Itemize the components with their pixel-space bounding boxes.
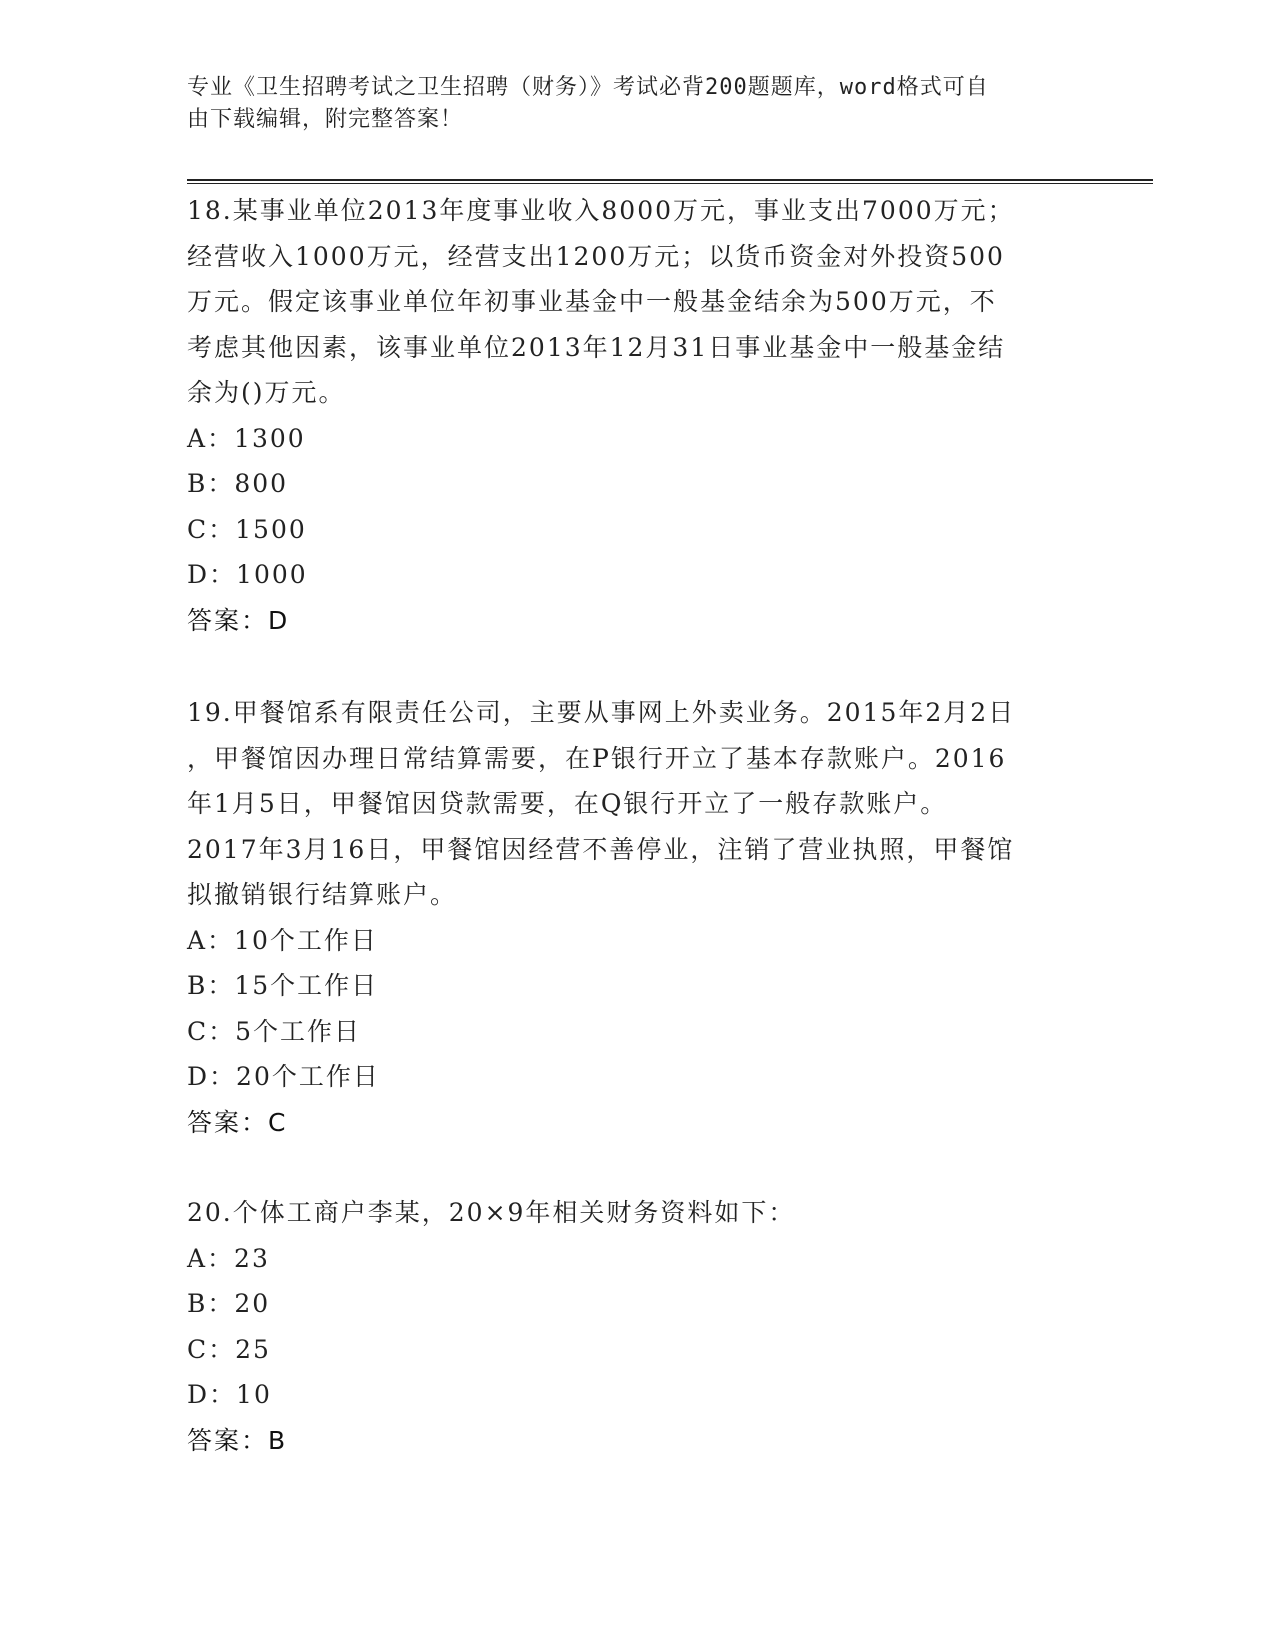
answer-label: 答案：C — [187, 1107, 288, 1137]
question-19 — [187, 690, 1087, 1145]
option-a: A：1300 — [187, 423, 306, 453]
stem-line: ，甲餐馆因办理日常结算需要，在P银行开立了基本存款账户。2016 — [187, 743, 1007, 773]
question-20 — [187, 1190, 1087, 1463]
option-c: C：25 — [187, 1334, 271, 1364]
header-line-2: 由下载编辑，附完整答案！ — [187, 107, 464, 132]
stem-line: 经营收入1000万元，经营支出1200万元；以货币资金对外投资500 — [187, 241, 1005, 271]
document-header — [187, 72, 1067, 136]
header-line-1: 专业《卫生招聘考试之卫生招聘（财务）》考试必背200题题库，word格式可自 — [187, 75, 989, 100]
stem-line: 18.某事业单位2013年度事业收入8000万元，事业支出7000万元； — [187, 196, 1015, 225]
question-18 — [187, 188, 1087, 643]
question-stem — [187, 690, 1087, 918]
stem-line: 余为()万元。 — [187, 378, 346, 407]
answer-label: 答案：D — [187, 605, 290, 635]
stem-line: 拟撤销银行结算账户。 — [187, 880, 458, 909]
option-c: C：5个工作日 — [187, 1016, 362, 1046]
option-d: D：10 — [187, 1380, 272, 1409]
stem-line: 考虑其他因素，该事业单位2013年12月31日事业基金中一般基金结 — [187, 332, 1006, 362]
answer-label: 答案：B — [187, 1425, 288, 1455]
option-d: D：1000 — [187, 560, 308, 589]
stem-line: 2017年3月16日，甲餐馆因经营不善停业，注销了营业执照，甲餐馆 — [187, 834, 1015, 864]
option-c: C：1500 — [187, 514, 307, 544]
stem-line: 19.甲餐馆系有限责任公司，主要从事网上外卖业务。2015年2月2日 — [187, 698, 1016, 727]
question-stem — [187, 1190, 1087, 1236]
stem-line: 年1月5日，甲餐馆因贷款需要，在Q银行开立了一般存款账户。 — [187, 789, 948, 818]
option-b: B：20 — [187, 1289, 271, 1318]
option-d: D：20个工作日 — [187, 1062, 380, 1091]
option-a: A：10个工作日 — [187, 925, 378, 955]
header-divider-thick — [187, 179, 1153, 181]
option-b: B：15个工作日 — [187, 971, 379, 1000]
stem-line: 万元。假定该事业单位年初事业基金中一般基金结余为500万元，不 — [187, 287, 997, 316]
header-divider-thin — [187, 183, 1153, 184]
option-a: A：23 — [187, 1243, 270, 1273]
option-b: B：800 — [187, 469, 289, 498]
stem-line: 20.个体工商户李某，20×9年相关财务资料如下： — [187, 1198, 796, 1227]
question-stem — [187, 188, 1087, 416]
